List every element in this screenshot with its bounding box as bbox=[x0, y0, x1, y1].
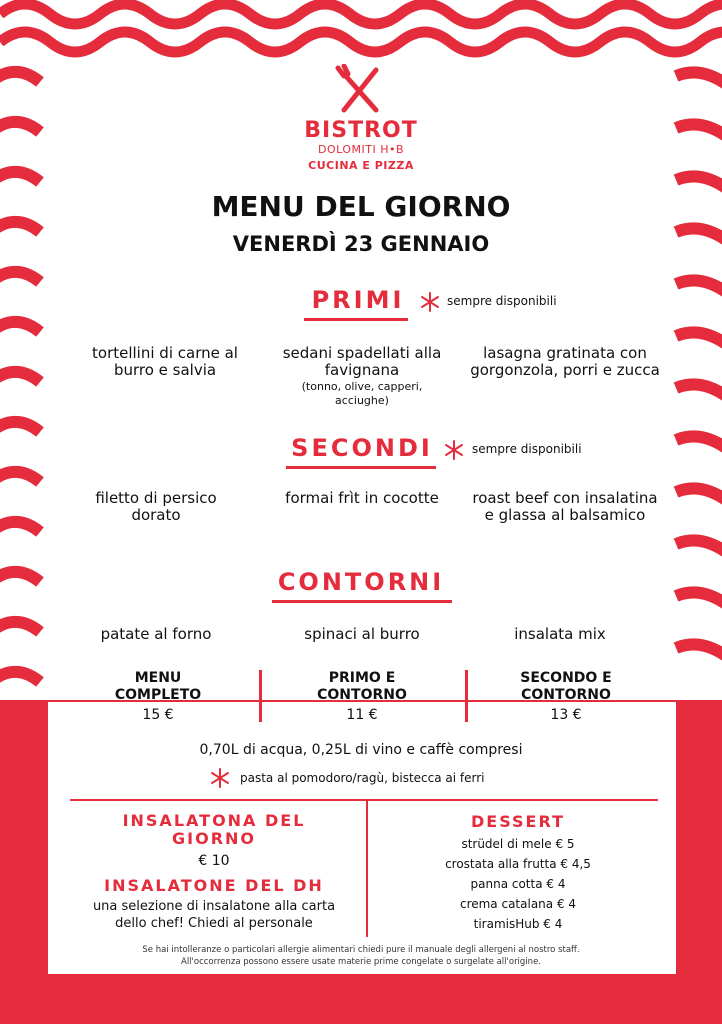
insalatone-dh-heading: INSALATONE DEL DH bbox=[104, 876, 324, 895]
page-date: VENERDÌ 23 GENNAIO bbox=[232, 232, 490, 256]
insalatona-heading bbox=[72, 812, 356, 848]
dessert-item: panna cotta € 4 bbox=[470, 877, 566, 891]
insalatone-dh-text-line2: dello chef! Chiedi al personale bbox=[115, 916, 313, 931]
dessert-heading: DESSERT bbox=[471, 812, 565, 831]
primi-dish-1: tortellini di carne al burro e salvia bbox=[92, 344, 238, 379]
secondi-dish-2: formai frìt in cocotte bbox=[285, 489, 439, 507]
contorni-dish-1: patate al forno bbox=[100, 625, 212, 643]
always-available-note: pasta al pomodoro/ragù, bistecca ai ferri bbox=[240, 771, 485, 785]
combo-divider bbox=[259, 670, 262, 722]
combo-1-price: 15 € bbox=[142, 707, 174, 723]
secondi-dish-1: filetto di persico dorato bbox=[95, 489, 217, 524]
combo-3-line2: CONTORNO bbox=[521, 687, 611, 703]
combo-2-price: 11 € bbox=[346, 707, 378, 723]
dessert-item: tiramisHub € 4 bbox=[473, 917, 563, 931]
page-title: MENU DEL GIORNO bbox=[211, 190, 511, 223]
logo-subtitle: DOLOMITI H•B bbox=[317, 143, 405, 156]
primi-dish-3: lasagna gratinata con gorgonzola, porri e zucca bbox=[470, 344, 660, 379]
combo-2-line1: PRIMO E bbox=[328, 670, 396, 686]
combo-3-line1: SECONDO E bbox=[520, 670, 612, 686]
primi-heading: PRIMI bbox=[311, 286, 405, 314]
asterisk-icon bbox=[444, 440, 464, 460]
combo-2-title bbox=[292, 670, 432, 704]
insalatona-price: € 10 bbox=[198, 853, 230, 869]
logo-brand: BISTROT bbox=[304, 118, 418, 143]
footer-line1: Se hai intolleranze o particolari allergie alimentari chiedi pure il manuale degli allergeni al nostro staff. bbox=[142, 945, 580, 955]
contorni-dish-3: insalata mix bbox=[514, 625, 606, 643]
secondi-heading: SECONDI bbox=[291, 434, 433, 462]
secondi-note: sempre disponibili bbox=[472, 442, 582, 456]
asterisk-icon bbox=[420, 292, 440, 312]
insalatone-dh-text bbox=[72, 898, 356, 932]
combo-3-price: 13 € bbox=[550, 707, 582, 723]
primi-note: sempre disponibili bbox=[447, 294, 557, 308]
contorni-heading: CONTORNI bbox=[277, 568, 445, 596]
footer-line2: All'occorrenza possono essere usate materie prime congelate o surgelate all'origine. bbox=[181, 957, 541, 967]
fork-knife-icon bbox=[334, 64, 386, 116]
primi-underline bbox=[304, 318, 408, 321]
asterisk-icon bbox=[210, 768, 230, 788]
insalatone-dh-text-line1: una selezione di insalatone alla carta bbox=[92, 899, 336, 914]
contorni-dish-2: spinaci al burro bbox=[304, 625, 420, 643]
column-divider bbox=[366, 801, 368, 937]
primi-dish-2: sedani spadellati alla favignana bbox=[282, 344, 442, 379]
dessert-item: crema catalana € 4 bbox=[459, 897, 577, 911]
dessert-item: strüdel di mele € 5 bbox=[461, 837, 575, 851]
includes-note: 0,70L di acqua, 0,25L di vino e caffè compresi bbox=[199, 742, 523, 758]
insalatona-heading-line1: INSALATONA DEL bbox=[122, 811, 306, 830]
dessert-list bbox=[380, 834, 656, 934]
dessert-item: crostata alla frutta € 4,5 bbox=[445, 857, 591, 871]
secondi-underline bbox=[286, 466, 436, 469]
logo-tagline: CUCINA E PIZZA bbox=[308, 159, 414, 172]
allergen-footer bbox=[60, 944, 662, 968]
combo-1-title bbox=[88, 670, 228, 704]
combo-2-line2: CONTORNO bbox=[317, 687, 407, 703]
combo-divider bbox=[465, 670, 468, 722]
primi-dish-2-detail: (tonno, olive, capperi, acciughe) bbox=[301, 380, 423, 407]
contorni-underline bbox=[272, 600, 452, 603]
combo-1-line2: COMPLETO bbox=[114, 687, 202, 703]
section-divider bbox=[70, 799, 658, 801]
combo-1-line1: MENU bbox=[134, 670, 182, 686]
combo-3-title bbox=[496, 670, 636, 704]
secondi-dish-3: roast beef con insalatina e glassa al balsamico bbox=[472, 489, 658, 524]
insalatona-heading-line2: GIORNO bbox=[172, 829, 256, 848]
